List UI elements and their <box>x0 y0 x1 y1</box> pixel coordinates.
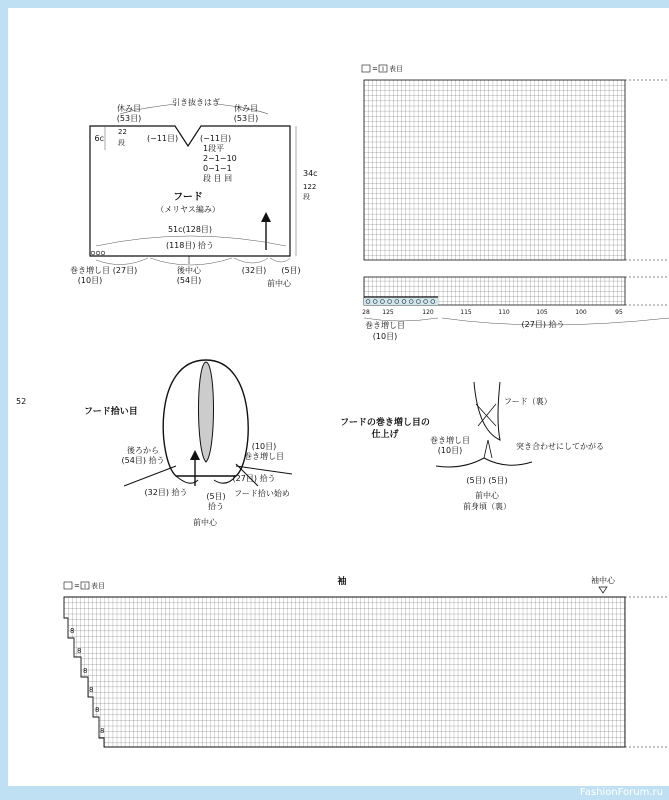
side-6c: 6c <box>94 134 104 143</box>
pickup-cast-on-label: 巻き増し目 <box>244 452 284 461</box>
finish-cast-on-label: 巻き増し目 <box>430 436 470 445</box>
svg-text:8: 8 <box>70 627 75 635</box>
right-rest-count: (53目) <box>233 114 259 123</box>
height-cm: 34c <box>303 169 318 178</box>
finish-front-body: 前身頃（裏） <box>463 502 511 511</box>
height-dan: 段 <box>303 193 310 201</box>
sleeve-chart <box>64 575 669 747</box>
pickup-title: フード拾い目 <box>84 407 138 417</box>
axis-number: 95 <box>615 309 623 316</box>
dec-line1: 1段平 <box>203 144 225 153</box>
svg-text:8: 8 <box>83 667 88 675</box>
svg-text:8: 8 <box>100 727 105 735</box>
finish-title-2: 仕上げ <box>371 430 399 440</box>
left-rest-label: 休み目 <box>117 104 141 113</box>
cast-on-count: (10目) <box>77 276 103 285</box>
finish-count-a: (5目) <box>466 476 486 485</box>
sleeve-center-label: 袖中心 <box>591 576 615 585</box>
top-cast-on-count: (10目) <box>372 332 398 341</box>
dec-line3: 0−1−1 <box>203 164 232 173</box>
width-label: 51c(128目) <box>167 225 213 234</box>
hood-start: フード拾い始め <box>234 489 290 498</box>
pickup-front-center: 前中心 <box>193 518 217 527</box>
axis-number: 115 <box>460 309 472 316</box>
sleeve-legend-symbol: I <box>84 583 86 590</box>
pickup-32: (32目) 拾う <box>144 488 188 497</box>
sleeve-grid <box>64 597 625 747</box>
axis-number: 125 <box>382 309 394 316</box>
finish-cast-on-count: (10目) <box>437 446 463 455</box>
pickup-label: (118目) 拾う <box>165 241 215 250</box>
left-27: (27目) <box>112 266 138 275</box>
pickup-5: (5目) <box>206 492 226 501</box>
svg-text:8: 8 <box>89 686 94 694</box>
side-dan: 段 <box>118 139 125 147</box>
pickup-5b: 拾う <box>208 502 224 511</box>
right-rest-label: 休み目 <box>234 104 258 113</box>
sleeve-legend-equals: = <box>74 582 80 590</box>
decrease-left: (−11目) <box>147 134 179 143</box>
legend-symbol: I <box>382 66 384 73</box>
axis-number: 110 <box>498 309 510 316</box>
top-grid <box>364 80 625 260</box>
sleeve-legend-label: 表目 <box>91 582 105 590</box>
axis-number: 28 <box>362 309 370 316</box>
left-rest-count: (53目) <box>116 114 142 123</box>
cast-on-row <box>364 298 438 305</box>
pickup-diagram <box>84 360 292 527</box>
join-label: 突き合わせにしてかがる <box>516 442 604 451</box>
top-chart <box>362 64 669 341</box>
hood-title: フード <box>173 192 203 203</box>
dec-line4: 段 目 回 <box>203 174 233 183</box>
dec-line2: 2−1−10 <box>203 154 237 163</box>
right-32: (32目) <box>241 266 267 275</box>
right-5: (5目) <box>281 266 301 275</box>
top-cast-on-label: 巻き増し目 <box>365 321 405 330</box>
pickup-27: (27目) 拾う <box>232 474 276 483</box>
front-center: 前中心 <box>267 279 291 288</box>
height-rows: 122 <box>303 183 317 191</box>
back-count: (54目) 拾う <box>121 456 165 465</box>
legend-equals: = <box>372 65 378 73</box>
page-number: 52 <box>16 397 27 406</box>
sleeve-title: 袖 <box>337 577 347 587</box>
finish-title-1: フードの巻き増し目の <box>340 418 430 428</box>
footer-bar <box>0 786 669 800</box>
axis-number: 100 <box>575 309 587 316</box>
top-join-label: 引き抜きはぎ <box>172 98 220 107</box>
decrease-right: (−11目) <box>200 134 232 143</box>
side-22: 22 <box>118 128 127 136</box>
center-label: 後中心 <box>177 266 201 275</box>
sleeve-center-marker-icon <box>599 587 607 593</box>
finish-diagram <box>340 382 604 511</box>
cast-on-label: 巻き増し目 <box>70 266 110 275</box>
pattern-page <box>8 8 669 786</box>
axis-number: 120 <box>422 309 434 316</box>
finish-front-center: 前中心 <box>475 491 499 500</box>
page-canvas <box>8 8 669 786</box>
finish-count-b: (5目) <box>488 476 508 485</box>
hood-back: フード（裏） <box>504 397 552 406</box>
top-pickup-label: (27目) 拾う <box>521 320 565 329</box>
svg-text:8: 8 <box>77 647 82 655</box>
svg-text:8: 8 <box>95 706 100 714</box>
axis-number: 105 <box>536 309 548 316</box>
legend-label: 表目 <box>389 65 403 73</box>
hood-diagram <box>70 97 318 288</box>
watermark: FashionForum.ru <box>579 787 663 798</box>
back-from: 後ろから <box>127 446 159 455</box>
top-axis <box>362 309 623 316</box>
center-count: (54目) <box>176 276 202 285</box>
hood-subtitle: （メリヤス編み） <box>156 205 220 214</box>
pickup-cast-on-count: (10目) <box>251 442 277 451</box>
